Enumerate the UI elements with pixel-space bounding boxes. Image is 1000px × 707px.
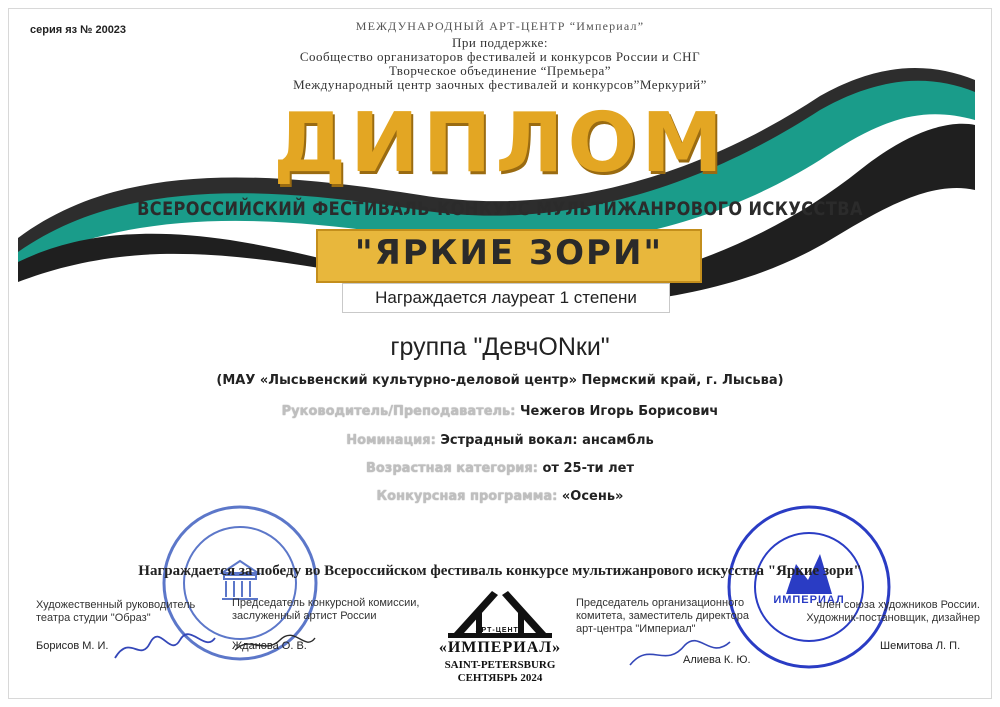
signature-role: Художественный руководитель <box>36 599 196 611</box>
signature-block-2 <box>232 597 452 623</box>
logo-small-caption: АРТ-ЦЕНТР <box>475 627 525 634</box>
detail-value: «Осень» <box>561 489 624 504</box>
signature-name-1: Борисов М. И. <box>36 640 109 652</box>
supporter-1: Сообщество организаторов фестивалей и конкурсов России и СНГ <box>299 49 701 64</box>
detail-label: Возрастная категория: <box>365 461 538 476</box>
detail-value: Чежегов Игорь Борисович <box>520 404 719 419</box>
recipient-institution: (МАУ «Лысьвенский культурно-деловой центр» Пермский край, г. Лысьва) <box>216 373 784 388</box>
festival-name: "ЯРКИЕ ЗОРИ" <box>354 233 664 273</box>
support-heading: При поддержке: <box>451 35 549 50</box>
award-degree: Награждается лауреат 1 степени <box>375 288 637 307</box>
logo-name: «ИМПЕРИАЛ» <box>438 639 562 656</box>
festival-subtitle: ВСЕРОССИЙСКИЙ ФЕСТИВАЛЬ-КОНКУРС МУЛЬТИЖАНРОВОГО ИСКУССТВА <box>137 198 863 220</box>
detail-value: Эстрадный вокал: ансамбль <box>440 433 654 448</box>
series-number: серия яз № 20023 <box>30 24 127 36</box>
detail-label: Конкурсная программа: <box>376 489 558 504</box>
right-round-stamp <box>724 502 894 672</box>
supporter-2: Творческое объединение “Премьера” <box>389 63 611 78</box>
detail-label: Номинация: <box>346 433 436 448</box>
handwritten-signature-1 <box>110 628 220 668</box>
signature-role: комитета, заместитель директора <box>576 610 749 622</box>
detail-value: от 25-ти лет <box>542 461 635 476</box>
detail-teacher <box>0 404 1000 419</box>
diploma-title: ДИПЛОМ <box>273 96 727 191</box>
signature-role: Председатель организационного <box>576 597 745 609</box>
detail-age-category <box>0 461 1000 476</box>
signature-block-1 <box>36 599 236 625</box>
handwritten-signature-3 <box>625 630 735 675</box>
handwritten-signature-2 <box>230 630 320 660</box>
right-stamp-inner-text: ИМПЕРИАЛ <box>773 594 845 606</box>
detail-program <box>0 489 1000 504</box>
signature-role: арт-центра "Империал" <box>576 623 696 635</box>
organizer-name: МЕЖДУНАРОДНЫЙ АРТ-ЦЕНТР “Империал” <box>355 19 645 33</box>
signature-block-4 <box>800 599 980 625</box>
awarded-for-text: Награждается за победу во Всероссийском фестиваль конкурсе мультижанрового искусства "Яркие зори" <box>138 563 862 579</box>
recipient-name: группа "ДевчONки" <box>390 333 610 361</box>
logo-date: СЕНТЯБРЬ 2024 <box>457 672 543 684</box>
supporter-3: Международный центр заочных фестивалей и конкурсов”Меркурий” <box>293 77 707 92</box>
signature-role: член союза художников России. <box>816 599 980 611</box>
signature-role: театра студии "Образ" <box>36 612 151 624</box>
signature-role: Председатель конкурсной комиссии, <box>232 597 420 609</box>
signature-name-3: Алиева К. Ю. <box>683 654 751 666</box>
signature-role: Художник-постановщик, дизайнер <box>806 612 980 624</box>
detail-label: Руководитель/Преподаватель: <box>281 404 516 419</box>
signature-name-2: Жданова О. В. <box>232 640 307 652</box>
signature-name-4: Шемитова Л. П. <box>880 640 961 652</box>
signature-role: заслуженный артист России <box>232 610 377 622</box>
logo-city: SAINT-PETERSBURG <box>444 659 556 671</box>
detail-nomination <box>0 433 1000 448</box>
